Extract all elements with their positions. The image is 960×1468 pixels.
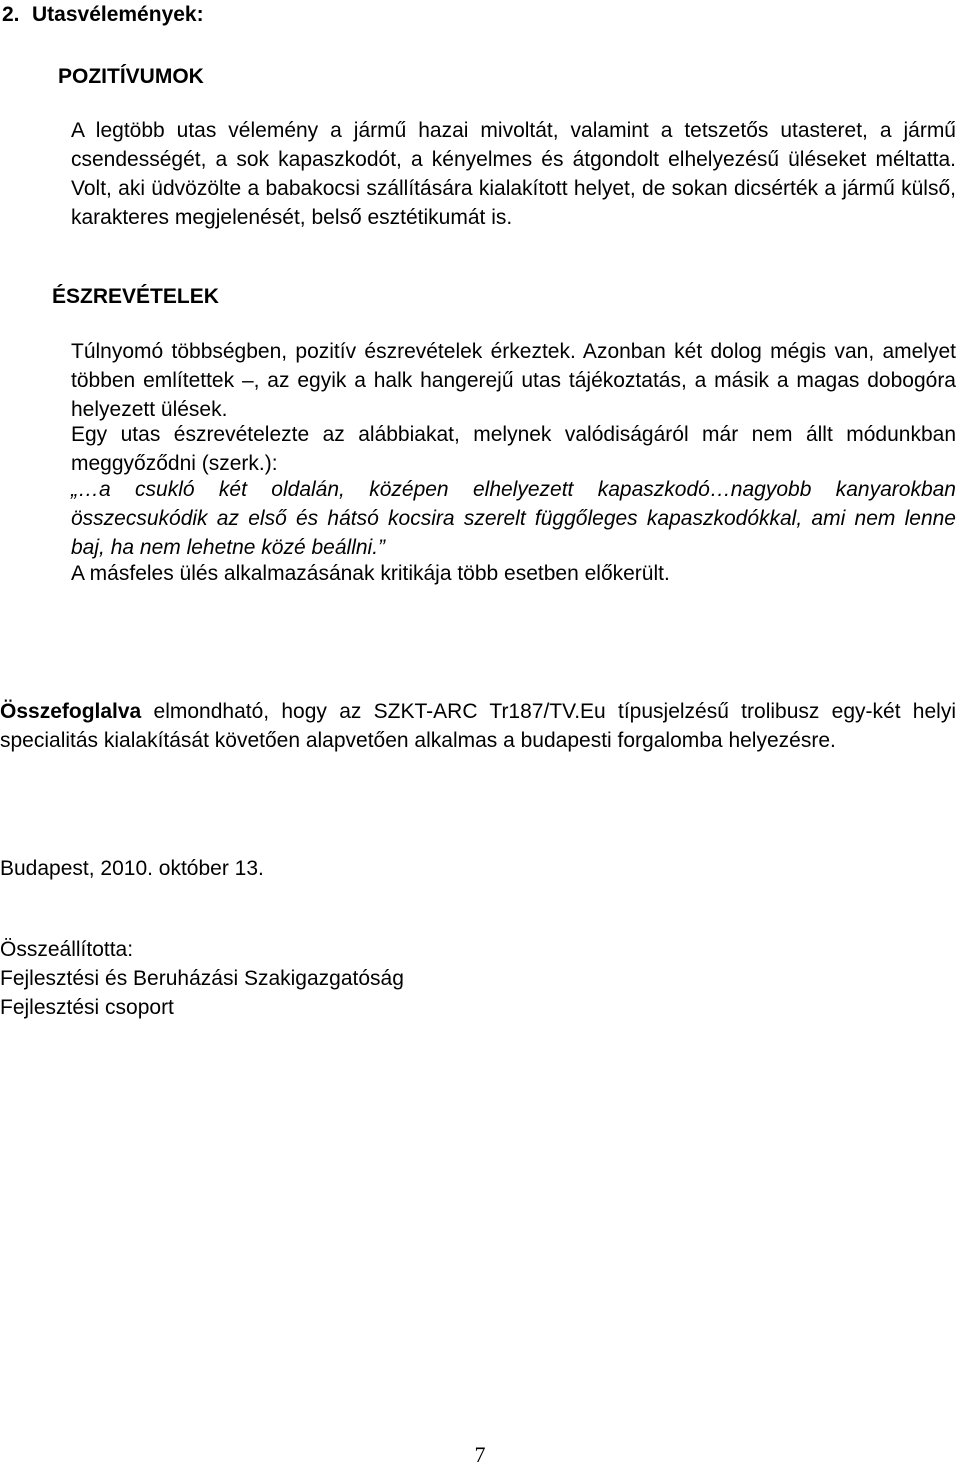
- page-number: 7: [474, 1442, 486, 1467]
- positive-paragraph: A legtöbb utas vélemény a jármű hazai mivoltát, valamint a tetszetős utasteret, a jármű csendességét, a sok kapaszkodót, a kényelmes és átgondolt elhelyezésű üléseket méltatta. Volt, aki üdvözölte a babakocsi szállítására kialakított helyet, de sokan dicsérték a jármű külső, karakteres megjelenését, belső esztétikumát is.: [71, 119, 956, 229]
- section-heading: [2, 0, 204, 29]
- remarks-paragraph-3: A másfeles ülés alkalmazásának kritikája több esetben előkerült.: [71, 562, 670, 585]
- positive-heading: POZITÍVUMOK: [58, 65, 204, 88]
- passenger-quote: „…a csukló két oldalán, középen elhelyezett kapaszkodó…nagyobb kanyarokban összecsukódik az első és hátsó kocsira szerelt függőleges kapaszkodókkal, ami nem lenne baj, ha nem lehetne közé beállni.”: [71, 478, 956, 559]
- group-name: Fejlesztési csoport: [0, 996, 174, 1019]
- compiled-by-label: Összeállította:: [0, 938, 134, 961]
- section-title: Utasvélemények:: [32, 3, 204, 26]
- remarks-heading: ÉSZREVÉTELEK: [52, 285, 219, 308]
- summary-paragraph: [0, 697, 956, 755]
- summary-lead: Összefoglalva: [0, 700, 142, 723]
- remarks-paragraph-2: Egy utas észrevételezte az alábbiakat, melynek valódiságáról már nem állt módunkban meggyőződni (szerk.):: [71, 423, 956, 475]
- summary-text: elmondható, hogy az SZKT-ARC Tr187/TV.Eu típusjelzésű trolibusz egy-két helyi specialitás kialakítását követően alapvetően alkalmas a budapesti forgalomba helyezésre.: [0, 700, 956, 752]
- remarks-paragraph-1: Túlnyomó többségben, pozitív észrevételek érkeztek. Azonban két dolog mégis van, amelyet többen említettek –, az egyik a halk hangerejű utas tájékoztatás, a másik a magas dobogóra helyezett ülések.: [71, 340, 956, 421]
- section-number: 2.: [2, 3, 20, 26]
- department-name: Fejlesztési és Beruházási Szakigazgatóság: [0, 967, 404, 990]
- place-date: Budapest, 2010. október 13.: [0, 857, 264, 880]
